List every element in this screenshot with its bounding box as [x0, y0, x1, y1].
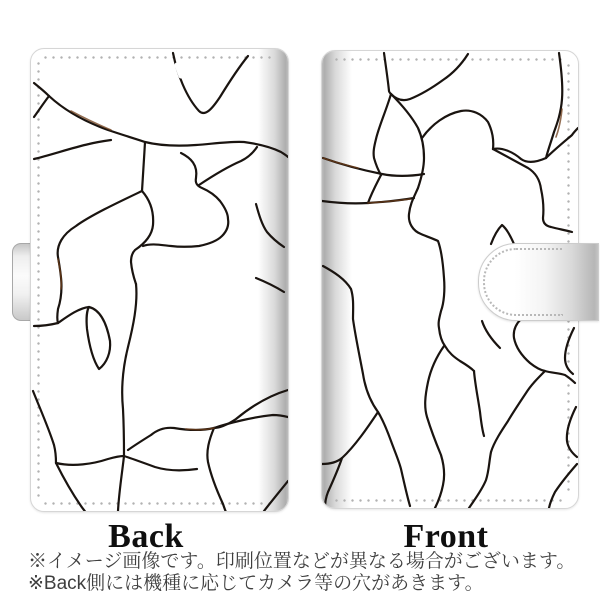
- front-clasp-strap: [478, 243, 599, 321]
- case-back-view: [30, 48, 289, 512]
- disclaimer-line-2: ※Back側には機種に応じてカメラ等の穴があきます。: [28, 573, 484, 594]
- front-view-label: Front: [403, 518, 489, 555]
- back-view-label: Back: [108, 518, 184, 555]
- crack-pattern-back: [31, 49, 288, 511]
- disclaimer-line-1: ※イメージ画像です。印刷位置などが異なる場合がございます。: [28, 551, 576, 572]
- clasp-stitch-line: [483, 248, 563, 316]
